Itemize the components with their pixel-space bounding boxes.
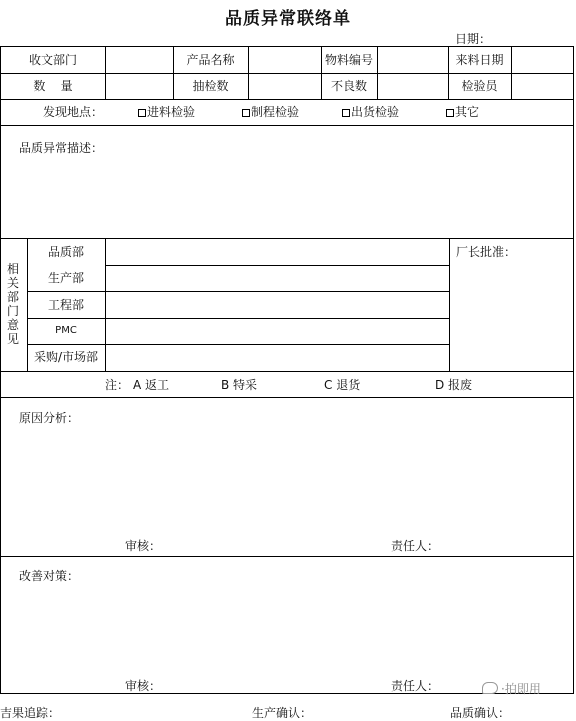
receiving-dept-label: 收文部门	[28, 53, 77, 67]
quality-confirm-label: 品质确认：	[450, 706, 511, 720]
option-process[interactable]: 制程检验	[242, 105, 299, 119]
col-divider	[377, 47, 378, 99]
cause-analysis-label: 原因分析：	[19, 411, 80, 425]
col-divider	[105, 47, 106, 99]
row-divider	[1, 125, 573, 126]
dept-divider	[27, 291, 449, 292]
col-divider	[449, 238, 450, 371]
description-label: 品质异常描述：	[19, 141, 104, 155]
note-scrap: D 报废	[435, 378, 473, 392]
defect-count-label: 不良数	[330, 79, 367, 93]
row-divider	[1, 397, 573, 398]
material-no-label: 物料编号	[324, 53, 373, 67]
option-shipping[interactable]: 出货检验	[342, 105, 399, 119]
product-name-label: 产品名称	[186, 53, 235, 67]
col-divider	[511, 47, 512, 99]
date-label: 日期：	[455, 32, 492, 46]
option-other[interactable]: 其它	[446, 105, 479, 119]
dept-divider	[27, 318, 449, 319]
dept-divider	[105, 265, 449, 266]
quality-form	[0, 46, 574, 694]
sample-count-label: 抽检数	[192, 79, 229, 93]
watermark: ·拍即用	[482, 680, 541, 697]
checkbox-icon[interactable]	[446, 109, 454, 117]
note-label: 注：	[105, 378, 130, 392]
discovery-label: 发现地点：	[43, 105, 104, 119]
cause-review-label: 审核：	[125, 539, 162, 553]
improvement-label: 改善对策：	[19, 569, 80, 583]
director-approval-label: 厂长批准：	[456, 245, 517, 259]
row-divider	[1, 556, 573, 557]
col-divider	[248, 47, 249, 99]
cause-responsible-label: 责任人：	[391, 539, 440, 553]
row-divider	[1, 238, 573, 239]
dept-quality: 品质部	[47, 245, 84, 259]
dept-engineering: 工程部	[47, 298, 84, 312]
form-title: 品质异常联络单	[225, 9, 351, 29]
row-divider	[1, 73, 573, 74]
row-divider	[1, 99, 573, 100]
production-confirm-label: 生产确认：	[252, 706, 313, 720]
note-special: B 特采	[221, 378, 258, 392]
improve-review-label: 审核：	[125, 679, 162, 693]
note-return: C 退货	[324, 378, 361, 392]
dept-pmc: PMC	[55, 325, 77, 336]
dept-divider	[27, 344, 449, 345]
checkbox-icon[interactable]	[242, 109, 250, 117]
result-tracking-label: 吉果追踪：	[0, 706, 61, 720]
checkbox-icon[interactable]	[138, 109, 146, 117]
related-dept-vertical-label: 相关部门意见	[6, 262, 19, 346]
col-divider	[105, 238, 106, 371]
dept-purchasing: 采购/市场部	[33, 350, 99, 364]
quantity-label: 数 量	[33, 79, 73, 93]
checkbox-icon[interactable]	[342, 109, 350, 117]
inspector-label: 检验员	[461, 79, 498, 93]
option-incoming[interactable]: 进料检验	[138, 105, 195, 119]
dept-production: 生产部	[47, 271, 84, 285]
row-divider	[1, 371, 573, 372]
incoming-date-label: 来料日期	[455, 53, 504, 67]
note-rework: A 返工	[133, 378, 170, 392]
chat-bubble-icon	[482, 682, 498, 694]
improve-responsible-label: 责任人：	[391, 679, 440, 693]
